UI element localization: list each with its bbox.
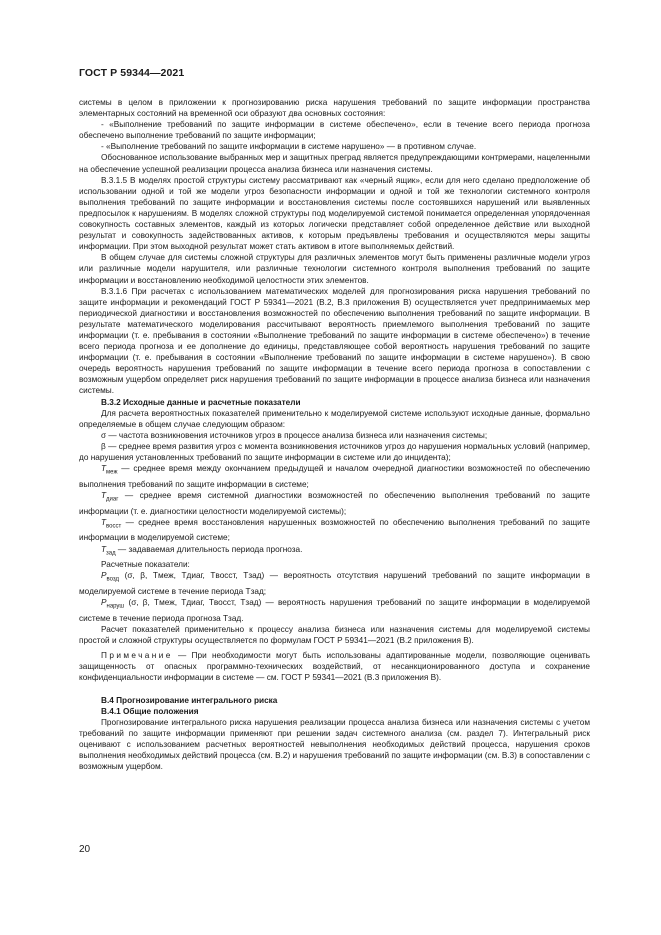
paragraph-b3-1-6: В.3.1.6 При расчетах с использованием математических моделей для прогнозирования риска нарушения требований по защите информации и рекомендаций ГОСТ Р 59341—2021 (В.2, В.3 приложения В) осуществляется учет предпринимаемых мер периодической диагностики и восстановления возможностей по обеспечению выполнения требований по защите информации. В результате математического моделирования рассчитывают вероятность приемлемого выполнения требований по защите информации (т. е. пребывания в состоянии «Выполнение требований по защите информации в системе обеспечено») в течение всего периода прогноза и ее дополнение до единицы, представляющее собой вероятность нарушения требований по защите информации (т. е. пребывания в состоянии «Выполнение требований по защите информации в системе нарушено»). В свою очередь вероятность нарушения требований по защите информации в течение всего периода прогноза в сопоставлении с возможным ущербом определяет риск нарушения требований по защите информации в процессе анализа бизнеса или назначения системы. — [79, 286, 590, 396]
paragraph-calculation-formulas: Расчет показателей применительно к процессу анализа бизнеса или назначения системы для моделируемой системы простой и сложной структуры осуществляется по формулам ГОСТ Р 59341—2021 (В.2 приложения В). — [79, 625, 590, 646]
definition-t-zad: $T_{зад}$ — задаваемая длительность периода прогноза. — [101, 544, 303, 557]
paragraph-continuation: системы в целом в приложении к прогнозированию риска нарушения требований по защите информации пространства элементарных состояний на временной оси образуют два основных состояния: — [79, 98, 590, 119]
definition-t-vosst: $T_{восст}$ — среднее время восстановления нарушенных возможностей по обеспечению выполнения требований по защите информации в моделируемой системе; — [79, 517, 590, 543]
definition-p-narush: $P_{наруш}$ (σ, β, Tмеж, Tдиаг, Tвосст, Tзад) — вероятность нарушения требований по защите информации в моделируемой системе в течение периода прогноза Tзад. — [79, 598, 590, 623]
note-text: — При необходимости могут быть использованы адаптированные модели, позволяющие оценивать защищенность от опасных программно-технических воздействий, от несанкционированного доступа и сохранение конфиденциальности информации в системе — см. ГОСТ Р 59341—2021 (В.3 приложения В). — [79, 651, 590, 683]
paragraph-b3-1-5: В.3.1.5 В моделях простой структуры систему рассматривают как «черный ящик», если для него сделано предположение об использовании одной и той же модели угроз безопасности информации и одной и той же технологии системного контроля выполнения требований по защите информации и восстановления системы после состоявшихся нарушений или выявленных предпосылок к нарушениям. В моделях сложной структуры под моделируемой системой понимается определенная упорядоченная совокупность составных элементов, каждый из которых логически представляет собой определенное действие или выходной результат и совокупность задействованных активов, к которым предъявлены требования и осуществляются меры защиты информации. При этом выходной результат может стать активом в итоге выполняемых действий. — [79, 175, 590, 252]
list-item-state-violated: - «Выполнение требований по защите информации в системе нарушено» — в противном случае. — [101, 142, 477, 152]
page-number: 20 — [79, 844, 91, 855]
definition-t-mezh: $T_{меж}$ — среднее время между окончанием предыдущей и началом очередной диагностики возможностей по обеспечению выполнения требований по защите информации в системе; — [79, 464, 590, 489]
paragraph-input-data-intro: Для расчета вероятностных показателей применительно к моделируемой системе используют исходные данные, формально определяемые в общем случае следующим образом: — [79, 408, 590, 429]
paragraph-integral-risk: Прогнозирование интегрального риска нарушения реализации процесса анализа бизнеса или назначения системы с учетом требований по защите информации применяют при решении задач системного анализа (см. раздел 7). Интегральный риск оценивают с использованием расчетных вероятностей невыполнения необходимых действий процесса, нарушения сроков выполнения необходимых действий процесса (см. В.2) и нарушения требований по защите информации (см. В.3) в сопоставлении с возможным ущербом. — [79, 717, 590, 772]
definition-p-vozd: $P_{возд}$ (σ, β, Tмеж, Tдиаг, Tвосст, Tзад) — вероятность отсутствия нарушений требований по защите информации в моделируемой системе в течение периода Tзад; — [79, 571, 590, 597]
definition-sigma: σ — частота возникновения источников угроз в процессе анализа бизнеса или назначения системы; — [101, 430, 488, 440]
paragraph-countermeasures: Обоснованное использование выбранных мер и защитных преград является предупреждающими контрмерами, нацеленными на обеспечение успешной реализации процесса анализа бизнеса или назначения системы. — [79, 153, 590, 174]
section-title-b3-2: В.3.2 Исходные данные и расчетные показатели — [101, 397, 301, 407]
section-title-b4: В.4 Прогнозирование интегрального риска — [101, 695, 278, 705]
note — [79, 650, 590, 683]
definition-beta: β — среднее время развития угроз с момента возникновения источников угроз до нарушения нормальных условий (например, до нарушения установленных требований по защите информации в системе или до инцидента); — [79, 441, 590, 462]
list-item-state-ok: - «Выполнение требований по защите информации в системе обеспечено», если в течение всего периода прогноза обеспечено выполнение требований по защите информации; — [79, 120, 590, 141]
note-label: Примечание — [101, 651, 173, 661]
section-title-b4-1: В.4.1 Общие положения — [101, 706, 199, 716]
calculated-indicators-label: Расчетные показатели: — [101, 560, 190, 570]
document-body — [79, 97, 590, 772]
definition-t-diag: $T_{диаг}$ — среднее время системной диагностики возможностей по обеспечению выполнения требований по защите информации (т. е. диагностики целостности моделируемой системы); — [79, 490, 590, 516]
standard-header: ГОСТ Р 59344—2021 — [79, 67, 185, 79]
paragraph-complex-structure: В общем случае для системы сложной структуры для различных элементов могут быть применены различные модели угроз или различные модели нарушителя, или различные технологии системного контроля выполнения требований по защите информации и восстановлению необходимой целостности этих элементов. — [79, 253, 590, 285]
